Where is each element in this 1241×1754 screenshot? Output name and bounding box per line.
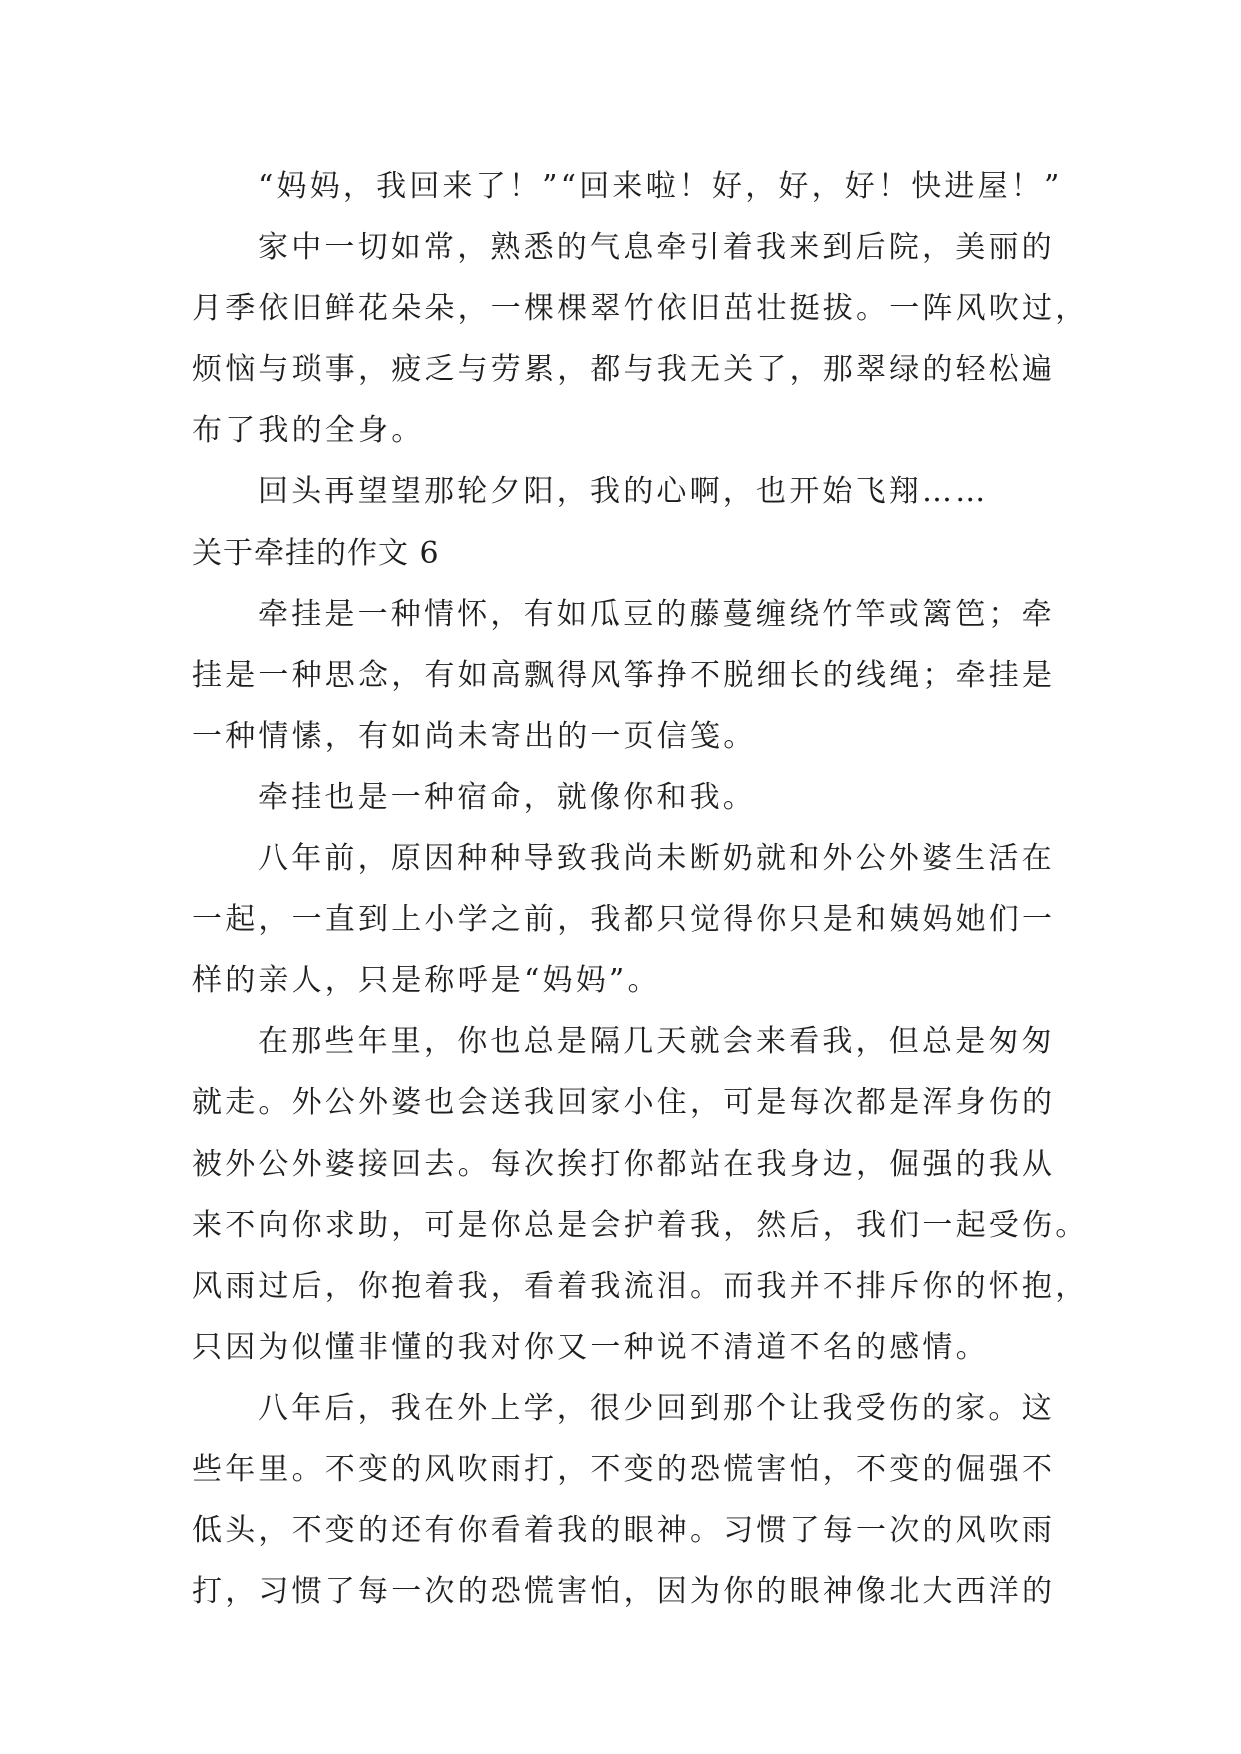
paragraph-line: “妈妈，我回来了！”“回来啦！好，好，好！快进屋！” [258,169,1063,204]
paragraph-line: 八年前，原因种种导致我尚未断奶就和外公外婆生活在 [258,841,1055,877]
paragraph-line: 烦恼与琐事，疲乏与劳累，都与我无关了，那翠绿的轻松遍 [192,352,1056,388]
paragraph-line: 打，习惯了每一次的恐慌害怕，因为你的眼神像北大西洋的 [192,1574,1056,1610]
paragraph-line: 来不向你求助，可是你总是会护着我，然后，我们一起受伤。 [192,1207,1089,1243]
paragraph-line: 家中一切如常，熟悉的气息牵引着我来到后院，美丽的 [258,230,1055,266]
paragraph-line: 挂是一种思念，有如高飘得风筝挣不脱细长的线绳；牵挂是 [192,657,1056,693]
paragraph-line: 牵挂是一种情怀，有如瓜豆的藤蔓缠绕竹竿或篱笆；牵 [258,596,1055,632]
paragraph-line: 些年里。不变的风吹雨打，不变的恐慌害怕，不变的倔强不 [192,1451,1056,1487]
paragraph-line: 被外公外婆接回去。每次挨打你都站在我身边，倔强的我从 [192,1146,1056,1182]
paragraph-line: 回头再望望那轮夕阳，我的心啊，也开始飞翔…… [258,474,989,510]
paragraph-line: 一起，一直到上小学之前，我都只觉得你只是和姨妈她们一 [192,902,1056,938]
paragraph-line: 就走。外公外婆也会送我回家小住，可是每次都是浑身伤的 [192,1085,1056,1121]
paragraph-line: 低头，不变的还有你看着我的眼神。习惯了每一次的风吹雨 [192,1513,1056,1549]
document-body [192,156,1089,1622]
paragraph-line: 八年后，我在外上学，很少回到那个让我受伤的家。这 [258,1390,1055,1426]
paragraph-line: 只因为似懂非懂的我对你又一种说不清道不名的感情。 [192,1329,989,1365]
paragraph-line: 在那些年里，你也总是隔几天就会来看我，但总是匆匆 [258,1024,1055,1060]
paragraph-line: 布了我的全身。 [192,413,425,449]
paragraph-line: 月季依旧鲜花朵朵，一棵棵翠竹依旧茁壮挺拔。一阵风吹过， [192,291,1089,327]
paragraph-line: 牵挂也是一种宿命，就像你和我。 [258,779,756,815]
paragraph-line: 风雨过后，你抱着我，看着我流泪。而我并不排斥你的怀抱， [192,1268,1089,1304]
paragraph-line: 样的亲人，只是称呼是“妈妈”。 [192,963,661,999]
paragraph-line: 一种情愫，有如尚未寄出的一页信笺。 [192,718,757,754]
section-heading: 关于牵挂的作文 6 [192,535,440,571]
